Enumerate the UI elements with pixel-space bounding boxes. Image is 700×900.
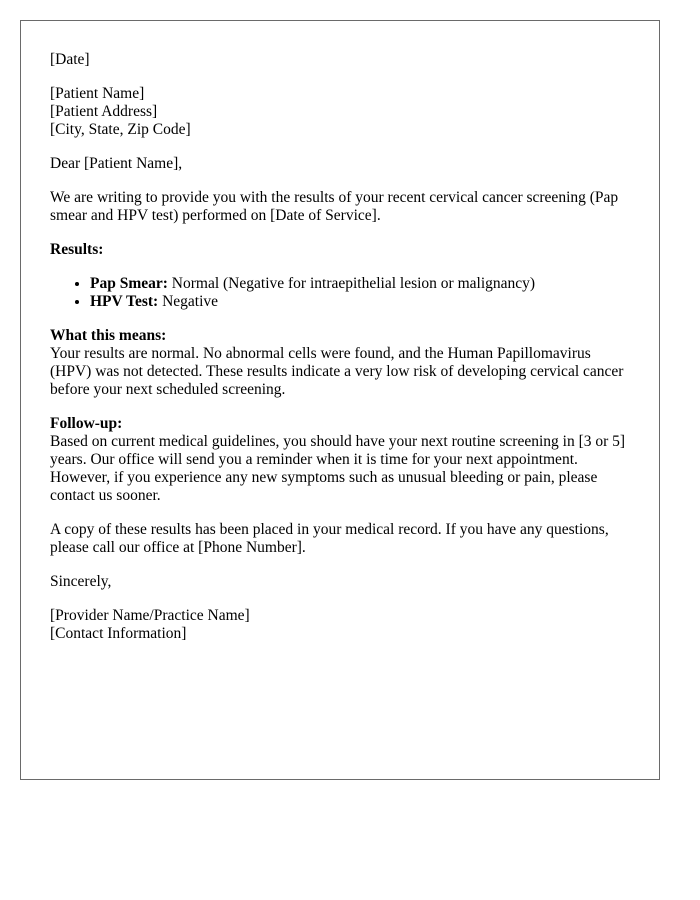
results-list — [50, 275, 635, 311]
signature-contact: [Contact Information] — [50, 625, 187, 642]
record-note-paragraph: A copy of these results has been placed in your medical record. If you have any questions, please call our office at [Phone Number]. — [50, 521, 609, 556]
recipient-name: [Patient Name] — [50, 85, 145, 102]
result-value-pap-smear: Normal (Negative for intraepithelial lesion or malignancy) — [167, 275, 536, 292]
result-value-hpv-test: Negative — [158, 293, 219, 310]
salutation: Dear [Patient Name], — [50, 155, 183, 172]
letter-date: [Date] — [50, 51, 90, 68]
recipient-city-state-zip: [City, State, Zip Code] — [50, 121, 191, 138]
recipient-address: [Patient Address] — [50, 103, 158, 120]
result-item-pap-smear — [90, 275, 635, 293]
followup-section — [50, 415, 635, 505]
signature-provider: [Provider Name/Practice Name] — [50, 607, 250, 624]
signature-block — [50, 607, 635, 643]
result-item-hpv-test — [90, 293, 635, 311]
results-heading: Results: — [50, 241, 104, 258]
closing: Sincerely, — [50, 573, 112, 590]
results-heading-block — [50, 241, 635, 259]
letter-frame — [20, 20, 660, 780]
meaning-section — [50, 327, 635, 399]
followup-text: Based on current medical guidelines, you should have your next routine screening in [3 or 5] years. Our office will send you a reminder when it is time for your next appointment. However, if you experience any new symptoms such as unusual bleeding or pain, please contact us sooner. — [50, 433, 626, 504]
intro-paragraph: We are writing to provide you with the results of your recent cervical cancer screening (Pap smear and HPV test) performed on [Date of Service]. — [50, 189, 619, 224]
recipient-address-block — [50, 85, 635, 139]
meaning-text: Your results are normal. No abnormal cells were found, and the Human Papillomavirus (HPV) was not detected. These results indicate a very low risk of developing cervical cancer before your next scheduled screening. — [50, 345, 624, 398]
result-label-pap-smear: Pap Smear: — [90, 275, 168, 292]
letter-body — [50, 51, 635, 659]
result-label-hpv-test: HPV Test: — [90, 293, 159, 310]
meaning-heading: What this means: — [50, 327, 167, 344]
followup-heading: Follow-up: — [50, 415, 123, 432]
